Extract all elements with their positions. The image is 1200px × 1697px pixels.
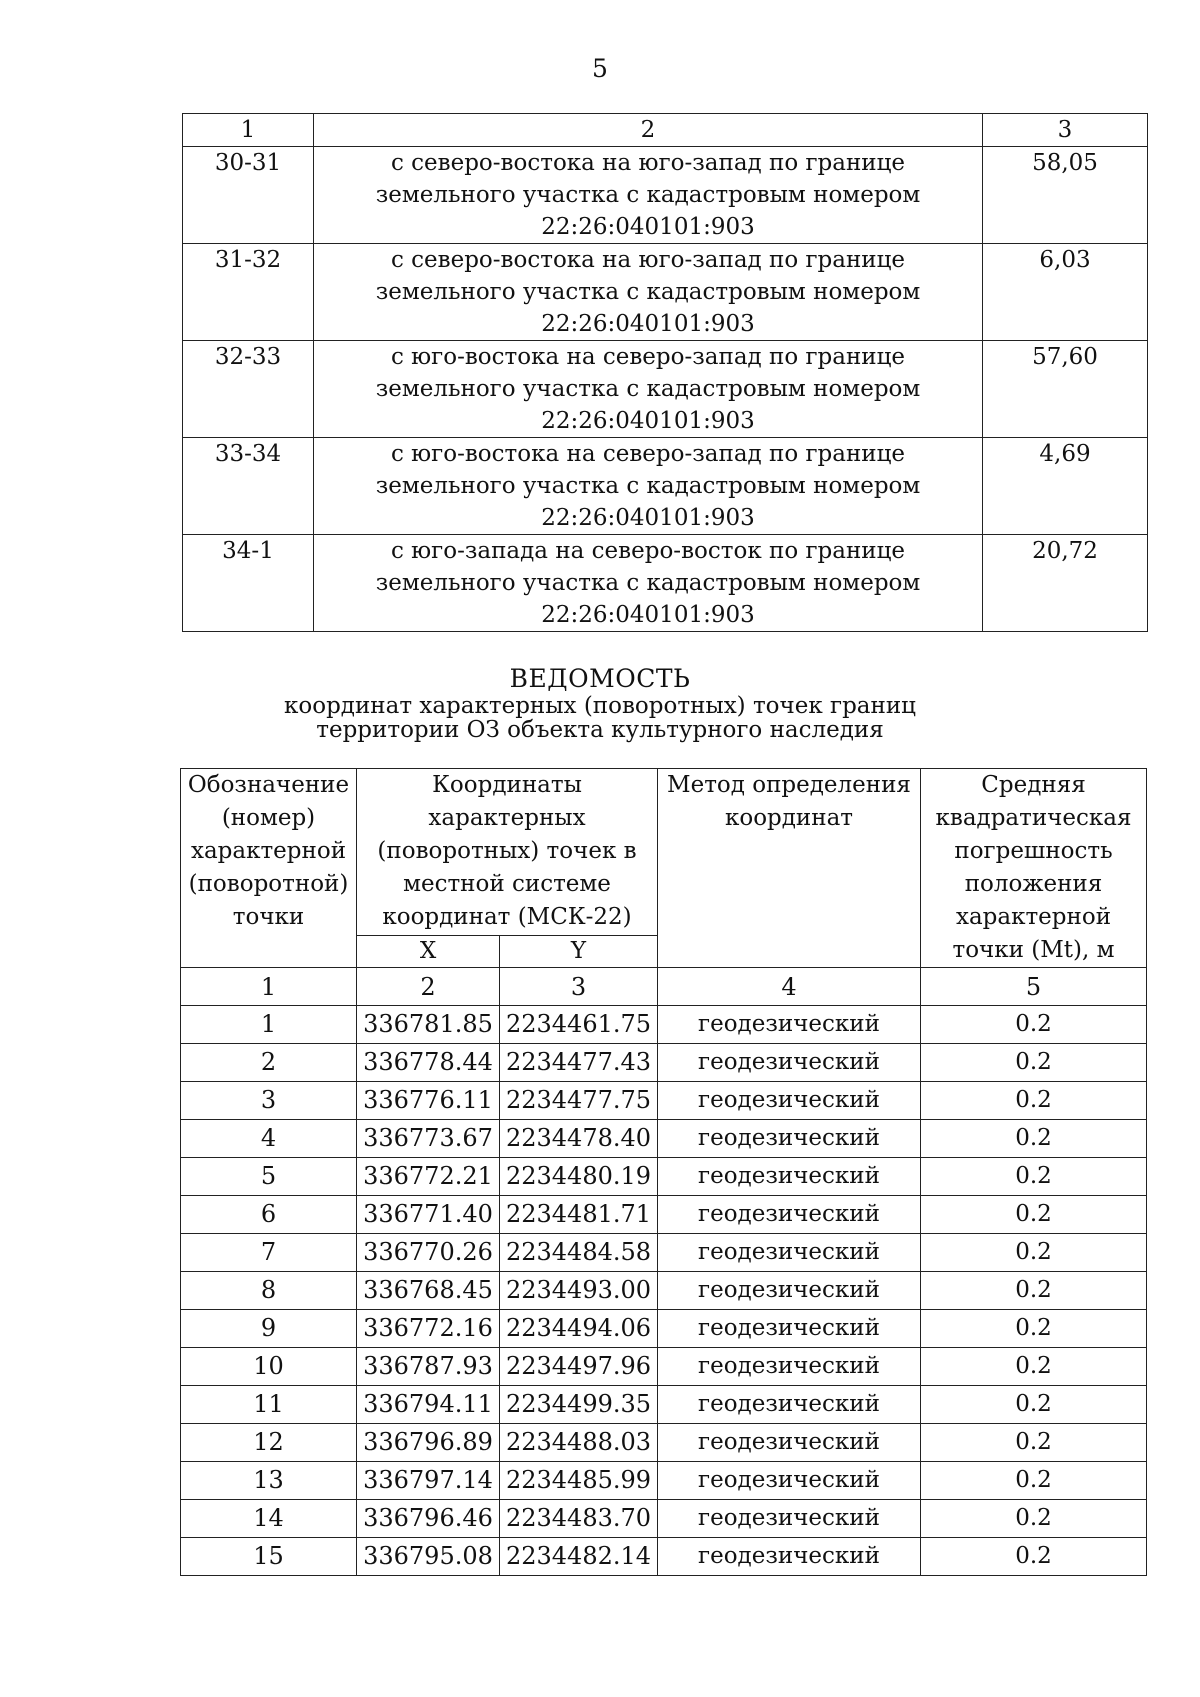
length-cell: 4,69: [983, 438, 1148, 535]
method-header: [658, 769, 921, 968]
y-coordinate-cell: 2234480.19: [500, 1158, 658, 1196]
header-line: характерной: [190, 838, 347, 864]
y-coordinate-cell: 2234493.00: [500, 1272, 658, 1310]
table-row: [181, 1234, 1147, 1272]
page-number: 5: [592, 54, 608, 83]
description-line: земельного участка с кадастровым номером: [375, 376, 921, 402]
description-cell: [314, 341, 983, 438]
header-line: (поворотных) точек в: [377, 838, 637, 864]
header-line: точки: [232, 904, 305, 930]
point-number-cell: 15: [181, 1538, 357, 1576]
column-number-5: 5: [921, 968, 1147, 1006]
error-cell: 0.2: [921, 1462, 1147, 1500]
table-row: [181, 1424, 1147, 1462]
method-cell: геодезический: [658, 1538, 921, 1576]
y-coordinate-cell: 2234478.40: [500, 1120, 658, 1158]
segment-cell: 30-31: [183, 147, 314, 244]
coordinates-table-header-row: [181, 769, 1147, 936]
method-cell: геодезический: [658, 1462, 921, 1500]
boundary-table-header-row: [183, 114, 1148, 147]
error-cell: 0.2: [921, 1424, 1147, 1462]
statement-title: ВЕДОМОСТЬ: [509, 664, 691, 693]
description-line: земельного участка с кадастровым номером: [375, 473, 921, 499]
x-coordinate-cell: 336796.46: [357, 1500, 500, 1538]
x-coordinate-cell: 336795.08: [357, 1538, 500, 1576]
point-number-cell: 3: [181, 1082, 357, 1120]
column-number-1: 1: [181, 968, 357, 1006]
x-coordinate-cell: 336787.93: [357, 1348, 500, 1386]
table-row: [181, 1348, 1147, 1386]
point-number-cell: 5: [181, 1158, 357, 1196]
description-line: с юго-востока на северо-запад по границе: [390, 441, 906, 467]
description-cell: [314, 535, 983, 632]
table-row: [181, 1500, 1147, 1538]
description-line: 22:26:040101:903: [541, 311, 755, 337]
y-coordinate-cell: 2234481.71: [500, 1196, 658, 1234]
x-coordinate-cell: 336778.44: [357, 1044, 500, 1082]
coordinates-table: [180, 768, 1147, 1576]
header-line: Средняя: [981, 772, 1086, 798]
table-row: [181, 1310, 1147, 1348]
header-line: погрешность: [954, 838, 1113, 864]
description-line: земельного участка с кадастровым номером: [375, 182, 921, 208]
method-cell: геодезический: [658, 1500, 921, 1538]
header-line: характерных: [428, 805, 586, 831]
header-line: квадратическая: [935, 805, 1132, 831]
x-coordinate-cell: 336797.14: [357, 1462, 500, 1500]
y-coordinate-cell: 2234488.03: [500, 1424, 658, 1462]
table-row: [181, 1462, 1147, 1500]
description-line: 22:26:040101:903: [541, 505, 755, 531]
segment-cell: 33-34: [183, 438, 314, 535]
segment-cell: 32-33: [183, 341, 314, 438]
method-cell: геодезический: [658, 1158, 921, 1196]
error-cell: 0.2: [921, 1348, 1147, 1386]
header-line: координат: [724, 805, 854, 831]
table-row: [181, 1196, 1147, 1234]
description-line: с северо-востока на юго-запад по границе: [390, 150, 906, 176]
x-coordinate-cell: 336768.45: [357, 1272, 500, 1310]
error-cell: 0.2: [921, 1158, 1147, 1196]
column-numbers-row: [181, 968, 1147, 1006]
error-cell: 0.2: [921, 1120, 1147, 1158]
x-coordinate-cell: 336771.40: [357, 1196, 500, 1234]
point-number-cell: 6: [181, 1196, 357, 1234]
table-row: [181, 1044, 1147, 1082]
method-cell: геодезический: [658, 1310, 921, 1348]
header-line: Обозначение: [187, 772, 350, 798]
column-number-3: 3: [983, 114, 1148, 147]
table-row: [183, 147, 1148, 244]
header-line: характерной: [955, 904, 1112, 930]
segment-cell: 31-32: [183, 244, 314, 341]
header-line: точки (Mt), м: [952, 937, 1115, 963]
column-number-1: 1: [183, 114, 314, 147]
y-coordinate-cell: 2234484.58: [500, 1234, 658, 1272]
point-number-cell: 1: [181, 1006, 357, 1044]
table-row: [183, 244, 1148, 341]
y-coordinate-cell: 2234483.70: [500, 1500, 658, 1538]
header-line: (поворотной): [188, 871, 349, 897]
point-number-cell: 10: [181, 1348, 357, 1386]
x-coordinate-cell: 336770.26: [357, 1234, 500, 1272]
description-cell: [314, 438, 983, 535]
table-row: [181, 1082, 1147, 1120]
error-cell: 0.2: [921, 1196, 1147, 1234]
x-coordinate-cell: 336794.11: [357, 1386, 500, 1424]
point-number-cell: 8: [181, 1272, 357, 1310]
length-cell: 57,60: [983, 341, 1148, 438]
length-cell: 20,72: [983, 535, 1148, 632]
description-line: с северо-востока на юго-запад по границе: [390, 247, 906, 273]
column-number-3: 3: [500, 968, 658, 1006]
error-cell: 0.2: [921, 1006, 1147, 1044]
table-row: [181, 1120, 1147, 1158]
header-line: координат (МСК-22): [382, 904, 632, 930]
description-line: 22:26:040101:903: [541, 214, 755, 240]
description-line: с юго-востока на северо-запад по границе: [390, 344, 906, 370]
method-cell: геодезический: [658, 1234, 921, 1272]
y-coordinate-cell: 2234477.43: [500, 1044, 658, 1082]
length-cell: 6,03: [983, 244, 1148, 341]
method-cell: геодезический: [658, 1272, 921, 1310]
error-cell: 0.2: [921, 1044, 1147, 1082]
method-cell: геодезический: [658, 1082, 921, 1120]
error-cell: 0.2: [921, 1310, 1147, 1348]
error-cell: 0.2: [921, 1538, 1147, 1576]
statement-subtitle-line-1: координат характерных (поворотных) точек границ: [284, 693, 916, 719]
y-coordinate-cell: 2234482.14: [500, 1538, 658, 1576]
x-coordinate-cell: 336773.67: [357, 1120, 500, 1158]
column-number-2: 2: [357, 968, 500, 1006]
method-cell: геодезический: [658, 1006, 921, 1044]
table-row: [183, 341, 1148, 438]
y-coordinate-cell: 2234477.75: [500, 1082, 658, 1120]
table-row: [181, 1538, 1147, 1576]
description-line: земельного участка с кадастровым номером: [375, 279, 921, 305]
table-row: [181, 1006, 1147, 1044]
length-cell: 58,05: [983, 147, 1148, 244]
header-line: Метод определения: [667, 772, 911, 798]
header-line: (номер): [221, 805, 316, 831]
y-axis-label: Y: [500, 936, 658, 968]
boundary-description-table: [182, 113, 1148, 632]
description-line: с юго-запада на северо-восток по границе: [390, 538, 906, 564]
x-coordinate-cell: 336772.21: [357, 1158, 500, 1196]
error-cell: 0.2: [921, 1082, 1147, 1120]
y-coordinate-cell: 2234461.75: [500, 1006, 658, 1044]
table-row: [183, 438, 1148, 535]
coordinates-header: [357, 769, 658, 936]
x-coordinate-cell: 336781.85: [357, 1006, 500, 1044]
point-number-cell: 12: [181, 1424, 357, 1462]
table-row: [181, 1386, 1147, 1424]
method-cell: геодезический: [658, 1120, 921, 1158]
column-number-4: 4: [658, 968, 921, 1006]
header-line: местной системе: [403, 871, 611, 897]
table-row: [181, 1158, 1147, 1196]
error-header: [921, 769, 1147, 968]
point-number-cell: 11: [181, 1386, 357, 1424]
x-coordinate-cell: 336772.16: [357, 1310, 500, 1348]
statement-subtitle-line-2: территории ОЗ объекта культурного наследия: [316, 717, 884, 743]
description-cell: [314, 147, 983, 244]
point-designation-header: [181, 769, 357, 968]
y-coordinate-cell: 2234494.06: [500, 1310, 658, 1348]
header-line: положения: [964, 871, 1103, 897]
method-cell: геодезический: [658, 1424, 921, 1462]
method-cell: геодезический: [658, 1386, 921, 1424]
x-coordinate-cell: 336776.11: [357, 1082, 500, 1120]
error-cell: 0.2: [921, 1500, 1147, 1538]
point-number-cell: 2: [181, 1044, 357, 1082]
y-coordinate-cell: 2234499.35: [500, 1386, 658, 1424]
y-coordinate-cell: 2234497.96: [500, 1348, 658, 1386]
error-cell: 0.2: [921, 1272, 1147, 1310]
error-cell: 0.2: [921, 1234, 1147, 1272]
description-line: 22:26:040101:903: [541, 602, 755, 628]
y-coordinate-cell: 2234485.99: [500, 1462, 658, 1500]
method-cell: геодезический: [658, 1044, 921, 1082]
point-number-cell: 7: [181, 1234, 357, 1272]
x-coordinate-cell: 336796.89: [357, 1424, 500, 1462]
point-number-cell: 4: [181, 1120, 357, 1158]
x-axis-label: X: [357, 936, 500, 968]
header-line: Координаты: [432, 772, 582, 798]
table-row: [183, 535, 1148, 632]
point-number-cell: 13: [181, 1462, 357, 1500]
column-number-2: 2: [314, 114, 983, 147]
description-cell: [314, 244, 983, 341]
error-cell: 0.2: [921, 1386, 1147, 1424]
description-line: 22:26:040101:903: [541, 408, 755, 434]
description-line: земельного участка с кадастровым номером: [375, 570, 921, 596]
point-number-cell: 9: [181, 1310, 357, 1348]
point-number-cell: 14: [181, 1500, 357, 1538]
table-row: [181, 1272, 1147, 1310]
segment-cell: 34-1: [183, 535, 314, 632]
method-cell: геодезический: [658, 1196, 921, 1234]
method-cell: геодезический: [658, 1348, 921, 1386]
